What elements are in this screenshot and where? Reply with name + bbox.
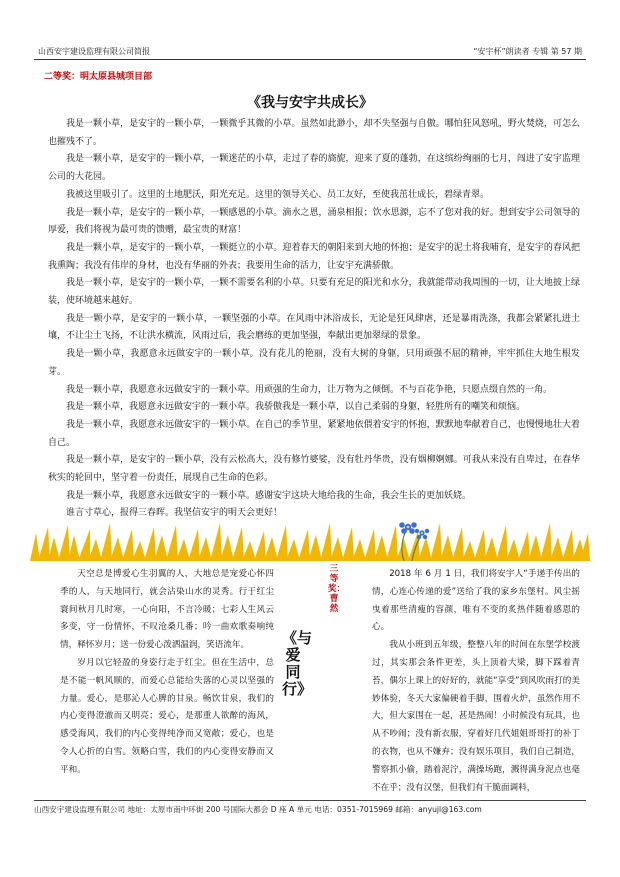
- paragraph: 我是一颗小草，是安宇的一颗小草，没有云松高大，没有修竹婆娑，没有牡丹华贵，没有烟柳婀娜。可我从来没有自卑过，在春华秋实的轮回中，坚守着一份责任，展现自己生命的色彩。: [48, 455, 580, 484]
- vertical-title: 《与爱同行》: [282, 629, 313, 698]
- paragraph: 我是一颗小草，是安宇的一颗小草，一颗迷茫的小草，走过了春的旖旎，迎来了夏的蓬勃，在这缤纷绚丽的七月，闯进了安宇监理公司的大花园。: [48, 154, 580, 183]
- paragraph: 我是一颗小草，我愿意永远做安宇的一颗小草。用顽强的生命力，让万物为之倾倒。不与百花争艳，只愿点缀自然的一角。: [66, 384, 553, 395]
- footer-divider: [34, 800, 586, 801]
- paragraph: 岁月以它轻盈的身姿行走于红尘。但在生活中，总是不能一帆风顺的，而爱心总能给失落的心灵以坚强的力量。爱心，是那沁人心脾的甘泉。畅饮甘泉，我们的内心变得澄澈而又明亮；爱心，是那重人欲醉的海风，感受海风，我们的内心变得纯净而又宽敞；爱心，也是令人心折的白雪。领略白雪，我们的内心变得安静而又平和。: [60, 657, 274, 775]
- header-issue: “安宇杯”朗读者 专辑 第 57 期: [473, 47, 582, 56]
- paragraph: 我是一颗小草，是安宇的一颗小草，一颗感恩的小草。滴水之恩，涌泉相报；饮水思源，忘不了您对我的好。想到安宇公司领导的厚爱，我们将视为最可贵的馈赠，最宝贵的财富！: [48, 207, 580, 236]
- paragraph: 我是一颗小草，是安宇的一颗小草，一颗不需要名利的小草。只要有充足的阳光和水分，我就能带动我周围的一切，让大地披上绿装，使环境越来越好。: [48, 278, 580, 307]
- page-footer: 山西安宇建设监理有限公司 地址：太原市南中环街 200 号国际大都会 D 座 A 单元 电话：0351-7015969 邮箱：anyujl@163.com: [34, 805, 482, 814]
- paragraph: 我是一颗小草，我愿意永远做安宇的一颗小草。我骄傲我是一颗小草，以自己柔弱的身躯，轻胜所有的嘲笑和烦恼。: [66, 402, 526, 413]
- paragraph: 天空总是博爱心生羽翼的人，大地总是宠爱心怀四季的人，与天地同行，就会沾染山水的灵秀。行于红尘寰间秋月几时寒，一心向阳，不言冷暖；七彩人生风云多变，守一份情怀，不叹沧桑几番；吟一曲欢歌奏响纯情，释怀岁月；送一份爱心泼洒温润，笑语流年。: [60, 569, 274, 651]
- paragraph: 谁言寸草心，报得三春晖。我坚信安宇的明天会更好！: [66, 508, 283, 519]
- left-column: [60, 566, 274, 780]
- paragraph: 我是一颗小草，是安宇的一颗小草，一颗微乎其微的小草。虽然如此渺小，却不失坚强与自傲。哪怕狂风怒吼，野火焚烧，可怎么也摧残不了。: [48, 119, 580, 147]
- paragraph: 我是一颗小草，我愿意永远做安宇的一颗小草。感谢安宇这块大地给我的生命，我会生长的更加妖娆。: [66, 490, 472, 501]
- grass-flower-banner: [30, 519, 590, 561]
- page-header: [34, 42, 586, 58]
- third-prize-label: 三等奖：曹然: [328, 564, 346, 614]
- header-company: 山西安宇建设监理有限公司简报: [38, 47, 150, 56]
- paragraph: 2018 年 6 月 1 日，我们将安宇人“手递手传出的情，心连心传递的爱”送给了我的家乡东堡村。风尘摇曳着那些清瘦的容颜，唯有不变的炙热伴随着感恩的心。: [372, 569, 580, 633]
- paragraph: 我被这里吸引了。这里的土地肥沃，阳光充足。这里的领导关心、员工友好，至使我茁壮成长，碧绿青翠。: [66, 189, 490, 200]
- header-divider: [34, 59, 586, 60]
- paragraph: 我从小班到五年级，整整八年的时间在东堡学校渡过，其实那会条件更差，头上顶着大梁，脚下踩着青苔，偶尔上课上的好好的，就能“享受”到风吹雨打的美妙体验，冬天大家偏硬着手脚，围着火炉，虽然作用不大，但大家围在一起，甚是热闹！小时候没有玩具，也从不吵闹；没有新衣服，穿着好几代姐姐哥哥打的补丁的衣物，也从不嫌弃；没有娱乐项目，我们自己制造，警察抓小偷，踏着泥泞，满操场跑，溅得满身泥点也毫不在乎；没有汉堡，但我们有干脆面调料，: [372, 640, 580, 793]
- paragraph: 我是一颗小草，我愿意永远做安宇的一颗小草。在自己的季节里，紧紧地依偎着安宇的怀抱，默默地奉献着自己，也慢慢地壮大着自己。: [48, 419, 580, 448]
- article-title: 《我与安宇共成长》: [247, 95, 373, 111]
- paragraph: 我是一颗小草，是安宇的一颗小草，一颗挺立的小草。迎着春天的朝阳来到大地的怀抱；是安宇的泥土将我哺育，是安宇的春风把我熏陶；我没有伟岸的身材，也没有华丽的外表；我要用生命的活力，让安宇充满骄傲。: [48, 242, 580, 271]
- second-prize-label: 二等奖：明太原县城项目部: [44, 72, 153, 82]
- article-body: [48, 116, 580, 523]
- paragraph: 我是一颗小草，是安宇的一颗小草，一颗坚强的小草。在风雨中沐浴成长，无论是狂风肆虐，还是暴雨洗涤，我都会紧紧扎进土壤，不让尘土飞扬，不让洪水横流，风雨过后，我会磨练的更加坚强，奉献出更加翠绿的景象。: [48, 313, 580, 342]
- paragraph: 我是一颗小草，我愿意永远做安宇的一颗小草。没有花儿的艳丽，没有大树的身躯，只用顽强不屈的精神，牢牢抓住大地生根发芽。: [48, 349, 580, 377]
- right-column: [372, 566, 580, 797]
